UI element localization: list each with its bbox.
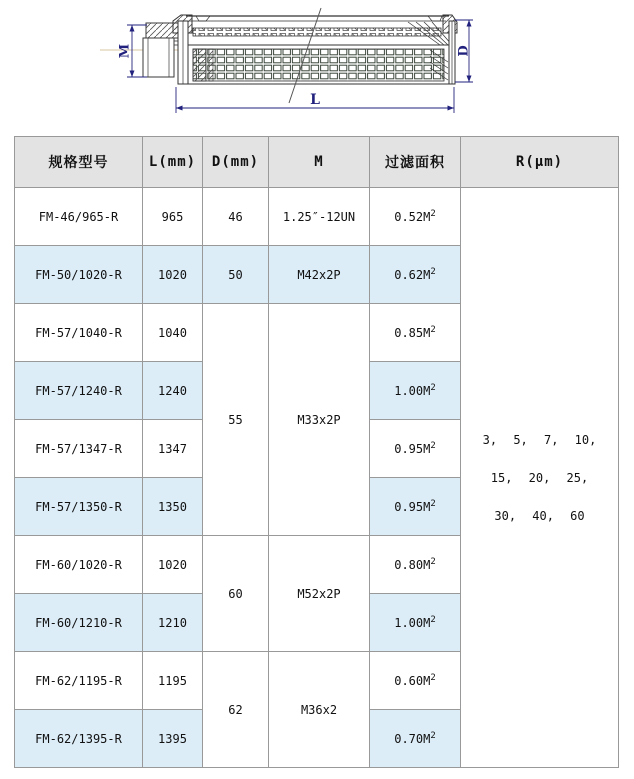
- dim-l-label: L: [310, 92, 320, 108]
- header-length: L(mm): [143, 137, 203, 188]
- cell-area: $0.85M^2$: [370, 304, 461, 362]
- cell-area: $0.95M^2$: [370, 420, 461, 478]
- area-superscript: 2: [430, 730, 436, 741]
- header-filter-area: 过滤面积: [370, 137, 461, 188]
- dimension-d: [455, 20, 473, 82]
- cell-model: FM-46/965-R: [15, 188, 143, 246]
- dim-m-label: M: [117, 43, 133, 59]
- cell-model: FM-60/1020-R: [15, 536, 143, 594]
- header-model: 规格型号: [15, 137, 143, 188]
- area-superscript: 2: [430, 440, 436, 451]
- cell-area: $0.60M^2$: [370, 652, 461, 710]
- header-thread: M: [269, 137, 370, 188]
- area-superscript: 2: [430, 382, 436, 393]
- micron-line: 30, 40, 60: [494, 508, 585, 523]
- cell-length: 1210: [143, 594, 203, 652]
- area-superscript: 2: [430, 672, 436, 683]
- header-diameter: D(mm): [203, 137, 269, 188]
- filter-element-svg: [0, 0, 634, 134]
- table-row: [15, 188, 619, 246]
- cell-area: $0.80M^2$: [370, 536, 461, 594]
- outer-shell: [173, 15, 457, 45]
- header-row: [15, 137, 619, 188]
- cell-length: 1195: [143, 652, 203, 710]
- cell-length: 1347: [143, 420, 203, 478]
- cell-diameter: 62: [203, 652, 269, 768]
- dim-d-label: D: [456, 45, 472, 57]
- cell-diameter: 60: [203, 536, 269, 652]
- area-superscript: 2: [430, 266, 436, 277]
- area-superscript: 2: [430, 324, 436, 335]
- cell-length: 1020: [143, 246, 203, 304]
- area-superscript: 2: [430, 556, 436, 567]
- cell-thread: 1.25″-12UN: [269, 188, 370, 246]
- cell-model: FM-60/1210-R: [15, 594, 143, 652]
- filter-element-drawing: [0, 0, 634, 134]
- cell-length: 1350: [143, 478, 203, 536]
- cell-micron-ratings: [461, 188, 619, 768]
- spec-table: [14, 136, 619, 768]
- cell-area: $0.62M^2$: [370, 246, 461, 304]
- cell-model: FM-62/1395-R: [15, 710, 143, 768]
- cell-length: 1395: [143, 710, 203, 768]
- cell-thread: M52x2P: [269, 536, 370, 652]
- cell-length: 965: [143, 188, 203, 246]
- cell-length: 1040: [143, 304, 203, 362]
- cell-model: FM-57/1240-R: [15, 362, 143, 420]
- cell-thread: M36x2: [269, 652, 370, 768]
- area-superscript: 2: [430, 614, 436, 625]
- cell-model: FM-50/1020-R: [15, 246, 143, 304]
- cell-model: FM-62/1195-R: [15, 652, 143, 710]
- micron-line: 3, 5, 7, 10,: [482, 432, 597, 447]
- cell-area: $0.95M^2$: [370, 478, 461, 536]
- cell-model: FM-57/1040-R: [15, 304, 143, 362]
- cell-model: FM-57/1347-R: [15, 420, 143, 478]
- micron-line: 15, 20, 25,: [490, 470, 589, 485]
- dimension-l: [176, 87, 454, 113]
- cell-area: $1.00M^2$: [370, 362, 461, 420]
- header-micron-rating: R(μm): [461, 137, 619, 188]
- cell-diameter: 46: [203, 188, 269, 246]
- cell-area: $0.70M^2$: [370, 710, 461, 768]
- cell-thread: M33x2P: [269, 304, 370, 536]
- cell-diameter: 50: [203, 246, 269, 304]
- cell-length: 1020: [143, 536, 203, 594]
- area-superscript: 2: [430, 498, 436, 509]
- cell-thread: M42x2P: [269, 246, 370, 304]
- cell-area: $0.52M^2$: [370, 188, 461, 246]
- area-superscript: 2: [430, 208, 436, 219]
- cell-diameter: 55: [203, 304, 269, 536]
- cell-area: $1.00M^2$: [370, 594, 461, 652]
- cell-model: FM-57/1350-R: [15, 478, 143, 536]
- cell-length: 1240: [143, 362, 203, 420]
